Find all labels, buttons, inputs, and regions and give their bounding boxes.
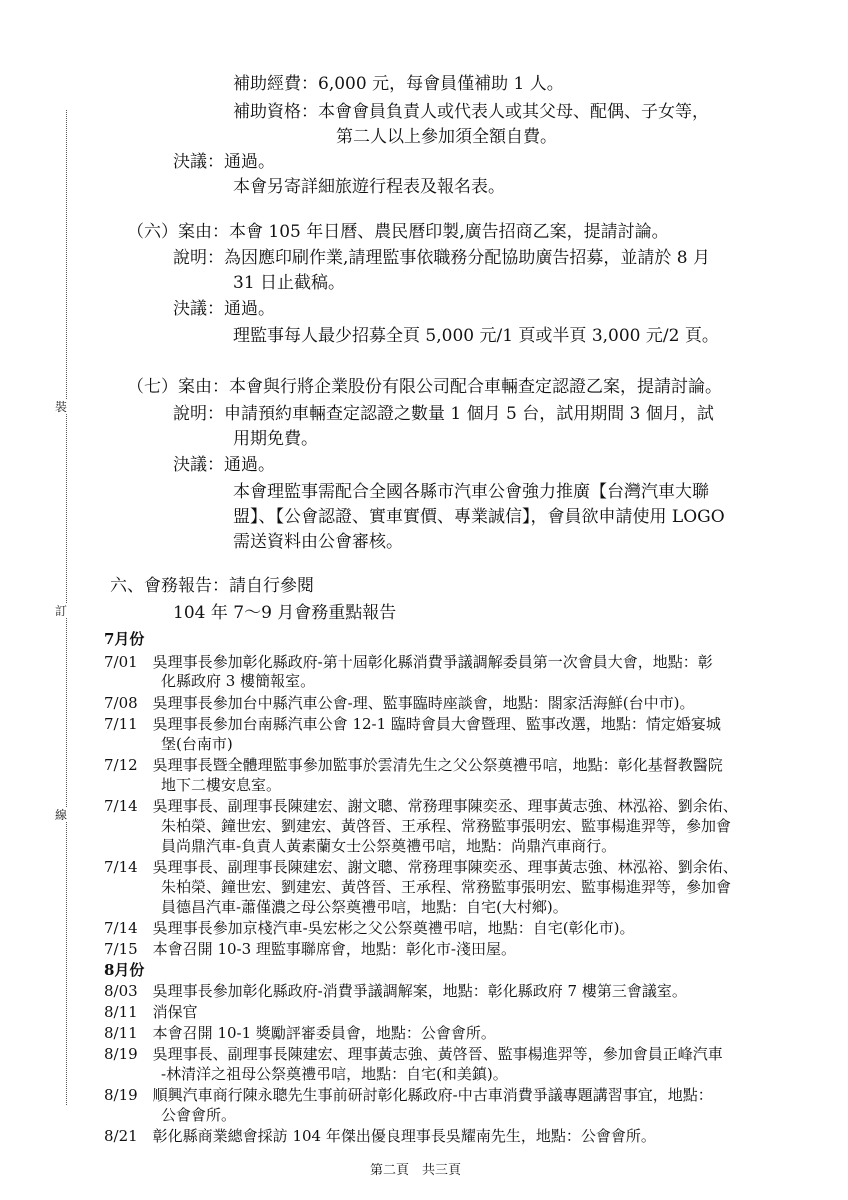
subsidy-amount: 補助經費：6,000 元，每會員僅補助 1 人。: [233, 74, 564, 94]
log-entry: 7/14 吳理事長、副理事長陳建宏、謝文聰、常務理事陳奕丞、理事黃志強、林泓裕、劉余佑、: [104, 858, 738, 876]
log-entry: 7/14 吳理事長、副理事長陳建宏、謝文聰、常務理事陳奕丞、理事黃志強、林泓裕、劉余佑、: [104, 797, 738, 815]
log-entry-cont: -林清洋之祖母公祭奠禮弔唁，地點：自宅(和美鎮)。: [161, 1065, 508, 1083]
log-entry-cont: 化縣政府 3 樓簡報室。: [161, 672, 316, 690]
log-entry-cont: 員尚鼎汽車-負責人黃素蘭女士公祭奠禮弔唁，地點：尚鼎汽車商行。: [161, 837, 617, 855]
resolution-note: 本會另寄詳細旅遊行程表及報名表。: [233, 177, 505, 197]
log-entry-cont: 朱柏榮、鐘世宏、劉建宏、黃啓晉、王承程、常務監事張明宏、監事楊進羿等，參加會: [161, 878, 732, 896]
item-7-resolution-note-2: 盟】、【公會認證、實車實價、專業誠信】，會員欲申請使用 LOGO: [233, 507, 725, 527]
log-entry: 8/19 順興汽車商行陳永聰先生事前研討彰化縣政府-中古車消費爭議專題講習事宜，地點：: [104, 1086, 713, 1104]
item-6-case: （六）案由：本會 105 年日曆、農民曆印製,廣告招商乙案，提請討論。: [127, 222, 669, 242]
log-entry: 8/19 吳理事長、副理事長陳建宏、理事黃志強、黃啓晉、監事楊進羿等，參加會員正峰汽車: [104, 1045, 723, 1063]
item-7-resolution-note-3: 需送資料由公會審核。: [233, 532, 403, 552]
binding-mark-mid: 訂: [55, 604, 68, 618]
resolution-label: 決議：通過。: [173, 152, 275, 172]
log-entry-cont: 公會會所。: [161, 1106, 237, 1124]
section-heading: 六、會務報告：請自行參閱: [110, 576, 314, 596]
log-entry: 7/01 吳理事長參加彰化縣政府-第十屆彰化縣消費爭議調解委員第一次會員大會，地點：彰: [104, 653, 713, 671]
log-entry-cont: 朱柏榮、鐘世宏、劉建宏、黃啓晉、王承程、常務監事張明宏、監事楊進羿等，參加會: [161, 817, 732, 835]
item-7-explanation-cont: 用期免費。: [233, 429, 318, 449]
binding-mark-bottom: 線: [55, 808, 68, 822]
item-7-explanation: 說明：申請預約車輛查定認證之數量 1 個月 5 台，試用期間 3 個月，試: [173, 404, 714, 424]
log-entry-cont: 堡(台南市): [161, 735, 233, 753]
log-entry: 7/11 吳理事長參加台南縣汽車公會 12-1 臨時會員大會暨理、監事改選，地點：情定婚宴城: [104, 715, 721, 733]
subsidy-eligibility-cont: 第二人以上參加須全額自費。: [336, 127, 557, 147]
log-entry: 7/08 吳理事長參加台中縣汽車公會-理、監事臨時座談會，地點：閤家活海鮮(台中市)。: [104, 694, 695, 712]
log-entry: 8/03 吳理事長參加彰化縣政府-消費爭議調解案，地點：彰化縣政府 7 樓第三會議室。: [104, 982, 687, 1000]
binding-mark-top: 裝: [55, 400, 68, 414]
item-7-resolution: 決議：通過。: [173, 455, 275, 475]
item-6-resolution: 決議：通過。: [173, 299, 275, 319]
log-entry: 8/21 彰化縣商業總會採訪 104 年傑出優良理事長吳耀南先生，地點：公會會所。: [104, 1127, 656, 1145]
log-entry: 8/11 本會召開 10-1 獎勵評審委員會，地點：公會會所。: [104, 1024, 496, 1042]
report-title: 104 年 7～9 月會務重點報告: [173, 603, 397, 623]
item-6-explanation-cont: 31 日止截稿。: [233, 273, 346, 293]
item-6-resolution-note: 理監事每人最少招募全頁 5,000 元/1 頁或半頁 3,000 元/2 頁。: [233, 326, 719, 346]
subsidy-eligibility: 補助資格：本會會員負責人或代表人或其父母、配偶、子女等，: [233, 102, 709, 122]
log-entry: 7/15 本會召開 10-3 理監事聯席會，地點：彰化市-淺田屋。: [104, 940, 516, 958]
item-7-resolution-note-1: 本會理監事需配合全國各縣市汽車公會強力推廣【台灣汽車大聯: [233, 482, 709, 502]
month-august-heading: 8月份: [104, 961, 145, 979]
log-entry: 7/14 吳理事長參加京棧汽車-吳宏彬之父公祭奠禮弔唁，地點：自宅(彰化市)。: [104, 919, 635, 937]
log-entry-cont: 地下二樓安息室。: [161, 776, 282, 794]
log-entry-cont: 員德昌汽車-蕭僅濃之母公祭奠禮弔唁，地點：自宅(大村鄉)。: [161, 898, 568, 916]
log-entry: 8/11 消保官: [104, 1003, 198, 1021]
month-july-heading: 7月份: [104, 630, 145, 648]
item-6-explanation: 說明：為因應印刷作業,請理監事依職務分配協助廣告招募，並請於 8 月: [173, 248, 711, 268]
log-entry: 7/12 吳理事長暨全體理監事參加監事於雲清先生之父公祭奠禮弔唁，地點：彰化基督教醫院: [104, 756, 723, 774]
item-7-case: （七）案由：本會與行將企業股份有限公司配合車輛查定認證乙案，提請討論。: [127, 377, 722, 397]
page-footer: 第二頁 共三頁: [370, 1163, 462, 1178]
